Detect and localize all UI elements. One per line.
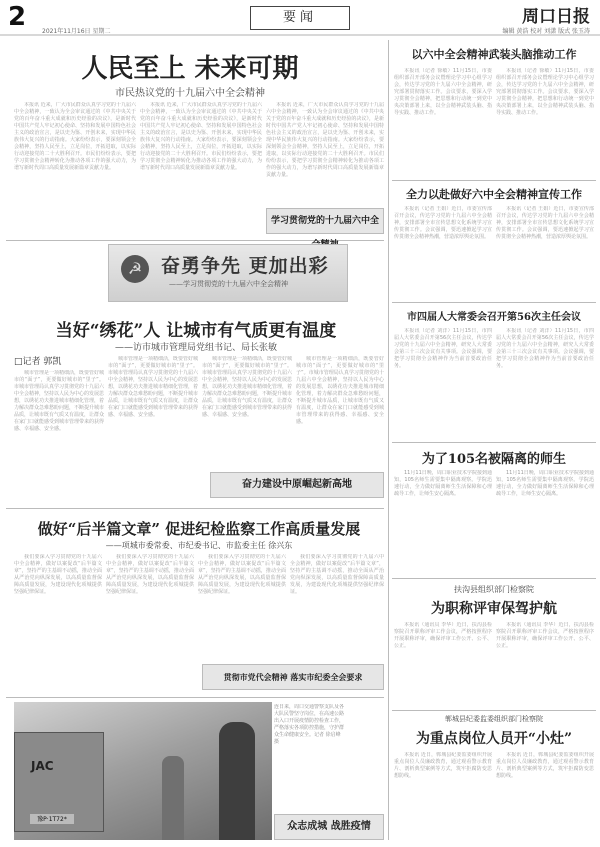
article2-body: 城市管理是一项精细活，既要管好城市的“面子”，更要做好城市的“里子”。市城市管理局认真学习贯彻党的十九届六中全会精神，坚持以人民为中心的发展思想，以绣花功夫推进城市精细化管理，着力解决群众急难愁盼问题，不断提升城市品质，让城市既有气质又有温度，让群众在家门口就能感受到城市管理带来的获得感、幸福感、安全感。 bbox=[296, 356, 384, 425]
right-subhead-6: 郸城县纪委监委组织部门检察院 bbox=[445, 715, 543, 723]
section-divider bbox=[6, 508, 384, 509]
article2-body: 城市管理是一项精细活，既要管好城市的“面子”，更要做好城市的“里子”。市城市管理局认真学习贯彻党的十九届六中全会精神，坚持以人民为中心的发展思想，以绣花功夫推进城市精细化管理，着力解决群众急难愁盼问题，不断提升城市品质，让城市既有气质又有温度，让群众在家门口就能感受到城市管理带来的获得感、幸福感、安全感。 bbox=[14, 370, 104, 432]
slogan-central-plains: 奋力建设中原崛起新高地 bbox=[210, 472, 384, 498]
police-officer-figure bbox=[219, 722, 255, 840]
banner-title: 奋勇争先 更加出彩 bbox=[161, 255, 329, 277]
editor-line: 编辑 黄浩 校对 刘潇 版式 张玉涛 bbox=[502, 28, 590, 35]
photo-caption-box bbox=[274, 704, 346, 812]
slogan-epidemic: 众志成城 战胜疫情 bbox=[274, 814, 384, 840]
article2-body: 城市管理是一项精细活，既要管好城市的“面子”，更要做好城市的“里子”。市城市管理局认真学习贯彻党的十九届六中全会精神，坚持以人民为中心的发展思想，以绣花功夫推进城市精细化管理，着力解决群众急难愁盼问题，不断提升城市品质，让城市既有气质又有温度，让群众在家门口就能感受到城市管理带来的获得感、幸福感、安全感。 bbox=[202, 356, 292, 418]
right-article1-column bbox=[394, 68, 492, 178]
right-article4-column bbox=[496, 470, 594, 574]
article2-subhead: ——访市城市管理局党组书记、局长张敏 bbox=[114, 343, 277, 353]
article3-headline: 做好“后半篇文章” 促进纪检监察工作高质量发展 bbox=[37, 520, 361, 538]
right-article3-body: 本报讯（记者 刘洋）11月15日，市四届人大常委会召开第56次主任会议，传达学习党的十九届六中全会精神，研究人大常委会第三十三次会议有关事项。会议强调，要把学习贯彻全会精神作为当前首要政治任务。 bbox=[394, 328, 492, 369]
right-article2-body: 本报讯（记者 王娟）近日，市委宣传部召开会议，传达学习党的十九届六中全会精神，安排部署全市宣传思想文化系统学习宣传贯彻工作。会议强调，要迅速掀起学习宣传贯彻全会精神热潮，营造浓厚舆论氛围。 bbox=[394, 206, 492, 240]
right-headline-1: 以六中全会精神武装头脑推动工作 bbox=[411, 48, 577, 61]
right-article6-body: 本报讯 近日，郸城县纪委监委组织开展重点岗位人员廉政教育，通过观看警示教育片、剖析典型案例等方式，筑牢拒腐防变思想防线。 bbox=[394, 752, 492, 779]
right-headline-4: 为了105名被隔离的师生 bbox=[421, 452, 567, 467]
article1-body: 本报讯 近来，广大市民群众认真学习党的十九届六中全会精神，一致认为全会审议通过的《中共中央关于党的百年奋斗重大成就和历史经验的决议》，是新时代中国共产党人牢记初心使命、坚持和发展中国特色社会主义的政治宣言，是以史为鉴、开创未来，实现中华民族伟大复兴的行动指南。大家纷纷表示，要深刻领会全会精神，坚持人民至上，立足岗位，开拓进取，以实际行动迎接党的二十大胜利召开。市民们纷纷表示，要把学习贯彻全会精神转化为推动各项工作的强大动力，为谱写新时代周口高质量发展新篇章贡献力量。 bbox=[140, 102, 262, 171]
right-subhead-5: 扶沟县组织部门检察院 bbox=[454, 585, 534, 594]
section-divider bbox=[392, 442, 596, 443]
truck-brand: JAC bbox=[31, 759, 54, 773]
column-divider bbox=[388, 40, 389, 840]
right-article3-body: 本报讯（记者 刘洋）11月15日，市四届人大常委会召开第56次主任会议，传达学习党的十九届六中全会精神，研究人大常委会第三十三次会议有关事项。会议强调，要把学习贯彻全会精神作为当前首要政治任务。 bbox=[496, 328, 594, 369]
article1-subhead: 市民热议党的十九届六中全会精神 bbox=[115, 88, 265, 99]
right-article5-column bbox=[496, 622, 594, 706]
article3-body: 我们要深入学习贯彻党的十九届六中全会精神，做好以案促改“后半篇文章”，坚持严的主基调不动摇，推动全面从严治党向纵深发展，以高质量监督保障高质量发展，为建设现代化项城提供坚强纪律保证。 bbox=[14, 554, 102, 595]
right-article6-column bbox=[496, 752, 594, 840]
article3-subhead: ——项城市委常委、市纪委书记、市监委主任 徐兴东 bbox=[105, 541, 293, 550]
photo-caption: 连日来，周口交通警察支队及各大队民警坚守岗位，在高速公路出入口开展疫情防控检查工作，严格落实各项防控措施，守护群众生命健康安全。记者 徐启峰 摄 bbox=[274, 704, 345, 745]
right-article4-body: 11月11日晚，周口职业技术学院接到通知，105名师生需要集中隔离观察。学院迅速行动，全力做好隔离师生生活保障和心理疏导工作，让师生安心隔离。 bbox=[394, 470, 492, 497]
article2-column bbox=[108, 356, 198, 504]
section-divider bbox=[392, 180, 596, 181]
article3-column bbox=[290, 554, 384, 658]
right-headline-6: 为重点岗位人员开“小灶” bbox=[415, 731, 573, 747]
page-header bbox=[0, 0, 600, 36]
right-headline-3: 市四届人大常委会召开第56次主任会议 bbox=[407, 312, 581, 323]
right-article1-column bbox=[496, 68, 594, 178]
article3-body: 我们要深入学习贯彻党的十九届六中全会精神，做好以案促改“后半篇文章”，坚持严的主基调不动摇，推动全面从严治党向纵深发展，以高质量监督保障高质量发展，为建设现代化项城提供坚强纪律保证。 bbox=[106, 554, 194, 595]
right-article1-body: 本报讯（记者 徐敏）11月15日，市委组织部召开部务会议暨理论学习中心组学习会，传达学习党的十九届六中全会精神，研究部署贯彻落实工作。会议要求，要深入学习贯彻全会精神，把思想和行动统一到党中央决策部署上来，以全会精神武装头脑、指导实践、推动工作。 bbox=[496, 68, 594, 116]
right-article4-body: 11月11日晚，周口职业技术学院接到通知，105名师生需要集中隔离观察。学院迅速行动，全力做好隔离师生生活保障和心理疏导工作，让师生安心隔离。 bbox=[496, 470, 594, 497]
right-headline-2: 全力以赴做好六中全会精神宣传工作 bbox=[406, 188, 582, 201]
article3-column bbox=[106, 554, 194, 694]
right-article2-body: 本报讯（记者 王娟）近日，市委宣传部召开会议，传达学习党的十九届六中全会精神，安排部署全市宣传思想文化系统学习宣传贯彻工作。会议强调，要迅速掀起学习宣传贯彻全会精神热潮，营造浓厚舆论氛围。 bbox=[496, 206, 594, 240]
section-divider bbox=[392, 302, 596, 303]
article2-byline-box bbox=[14, 354, 104, 370]
article1-column bbox=[140, 102, 262, 238]
right-article1-body: 本报讯（记者 徐敏）11月15日，市委组织部召开部务会议暨理论学习中心组学习会，传达学习党的十九届六中全会精神，研究部署贯彻落实工作。会议要求，要深入学习贯彻全会精神，把思想和行动统一到党中央决策部署上来，以全会精神武装头脑、指导实践、推动工作。 bbox=[394, 68, 492, 116]
right-article2-column bbox=[496, 206, 594, 298]
article3-column bbox=[14, 554, 102, 694]
article3-body: 我们要深入学习贯彻党的十九届六中全会精神，做好以案促改“后半篇文章”，坚持严的主基调不动摇，推动全面从严治党向纵深发展，以高质量监督保障高质量发展，为建设现代化项城提供坚强纪律保证。 bbox=[290, 554, 384, 595]
right-headline-5: 为职称评审保驾护航 bbox=[431, 601, 557, 617]
right-article2-column bbox=[394, 206, 492, 298]
party-emblem-icon: ☭ bbox=[121, 255, 149, 283]
article1-body: 本报讯 近来，广大市民群众认真学习党的十九届六中全会精神，一致认为全会审议通过的《中共中央关于党的百年奋斗重大成就和历史经验的决议》，是新时代中国共产党人牢记初心使命、坚持和发展中国特色社会主义的政治宣言，是以史为鉴、开创未来，实现中华民族伟大复兴的行动指南。大家纷纷表示，要深刻领会全会精神，坚持人民至上，立足岗位，开拓进取，以实际行动迎接党的二十大胜利召开。市民们纷纷表示，要把学习贯彻全会精神转化为推动各项工作的强大动力，为谱写新时代周口高质量发展新篇章贡献力量。 bbox=[14, 102, 136, 171]
news-photo bbox=[14, 702, 272, 840]
right-article6-body: 本报讯 近日，郸城县纪委监委组织开展重点岗位人员廉政教育，通过观看警示教育片、剖析典型案例等方式，筑牢拒腐防变思想防线。 bbox=[496, 752, 594, 779]
section-name: 要闻 bbox=[250, 6, 350, 30]
article2-headline: 当好“绣花”人 让城市有气质更有温度 bbox=[55, 321, 337, 341]
article1-column bbox=[266, 102, 384, 202]
section-divider bbox=[392, 710, 596, 711]
article2-byline: □记者 郭凯 bbox=[14, 357, 62, 367]
right-article5-body: 本报讯（通讯员 李华）近日，扶沟县检察院召开职称评审工作会议，严格按照程序开展职称评审，确保评审工作公开、公平、公正。 bbox=[394, 622, 492, 649]
article1-headline: 人民至上 未来可期 bbox=[81, 54, 299, 84]
article2-body: 城市管理是一项精细活，既要管好城市的“面子”，更要做好城市的“里子”。市城市管理局认真学习贯彻党的十九届六中全会精神，坚持以人民为中心的发展思想，以绣花功夫推进城市精细化管理，着力解决群众急难愁盼问题，不断提升城市品质，让城市既有气质又有温度，让群众在家门口就能感受到城市管理带来的获得感、幸福感、安全感。 bbox=[108, 356, 198, 418]
banner-subtitle: ——学习贯彻党的十九届六中全会精神 bbox=[169, 280, 288, 288]
section-divider bbox=[6, 697, 384, 698]
issue-date: 2021年11月16日 星期二 bbox=[42, 28, 111, 35]
slogan-study: 学习贯彻党的十九届六中全 bbox=[266, 208, 384, 234]
right-article5-body: 本报讯（通讯员 李华）近日，扶沟县检察院召开职称评审工作会议，严格按照程序开展职称评审，确保评审工作公开、公平、公正。 bbox=[496, 622, 594, 649]
article1-body: 本报讯 近来，广大市民群众认真学习党的十九届六中全会精神，一致认为全会审议通过的《中共中央关于党的百年奋斗重大成就和历史经验的决议》，是新时代中国共产党人牢记初心使命、坚持和发展中国特色社会主义的政治宣言，是以史为鉴、开创未来，实现中华民族伟大复兴的行动指南。大家纷纷表示，要深刻领会全会精神，坚持人民至上，立足岗位，开拓进取，以实际行动迎接党的二十大胜利召开。市民们纷纷表示，要把学习贯彻全会精神转化为推动各项工作的强大动力，为谱写新时代周口高质量发展新篇章贡献力量。 bbox=[266, 102, 384, 178]
banner-strive bbox=[108, 244, 348, 302]
article2-column bbox=[14, 370, 104, 504]
right-article3-column bbox=[496, 328, 594, 438]
page-number: 2 bbox=[8, 2, 27, 32]
article1-column bbox=[14, 102, 136, 238]
newspaper-name: 周口日报 bbox=[522, 7, 590, 27]
right-article3-column bbox=[394, 328, 492, 438]
right-article5-column bbox=[394, 622, 492, 706]
article3-body: 我们要深入学习贯彻党的十九届六中全会精神，做好以案促改“后半篇文章”，坚持严的主基调不动摇，推动全面从严治党向纵深发展，以高质量监督保障高质量发展，为建设现代化项城提供坚强纪律保证。 bbox=[198, 554, 286, 595]
section-divider bbox=[392, 578, 596, 579]
right-article4-column bbox=[394, 470, 492, 574]
license-plate: 豫P·1T72* bbox=[30, 814, 74, 824]
article2-column bbox=[296, 356, 384, 466]
worker-figure bbox=[162, 756, 184, 840]
right-article6-column bbox=[394, 752, 492, 840]
slogan-congress: 贯彻市党代会精神 落实市纪委全会要求 bbox=[202, 664, 384, 690]
